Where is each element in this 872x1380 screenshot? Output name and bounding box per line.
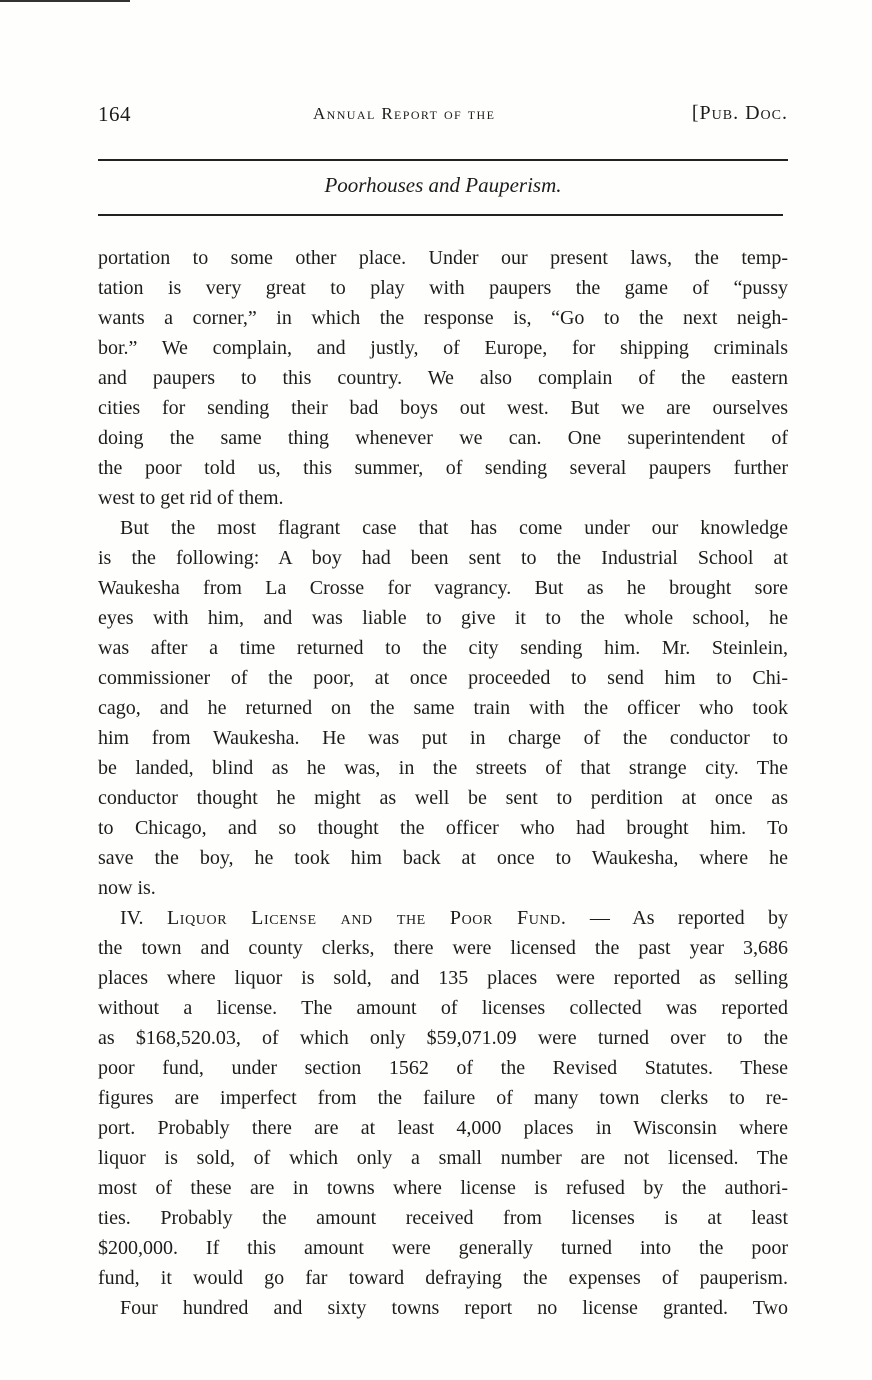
text-line: without a license. The amount of licenses collected was reported [98, 997, 788, 1019]
text-line: most of these are in towns where license is refused by the authori- [98, 1177, 788, 1199]
body-text [98, 243, 788, 1323]
text-line: cities for sending their bad boys out west. But we are ourselves [98, 397, 788, 419]
text-line: $200,000. If this amount were generally turned into the poor [98, 1237, 788, 1259]
text-fragment: — As reported by [589, 907, 788, 929]
paragraph [98, 903, 788, 1293]
scan-edge-line [0, 0, 130, 2]
text-line: figures are imperfect from the failure of many town clerks to re- [98, 1087, 788, 1109]
text-line: and paupers to this country. We also complain of the eastern [98, 367, 788, 389]
text-line: portation to some other place. Under our present laws, the temp- [98, 247, 788, 269]
text-line: now is. [98, 877, 156, 899]
paragraph [98, 513, 788, 903]
section-title: Poorhouses and Pauperism. [324, 173, 562, 197]
text-line: west to get rid of them. [98, 487, 284, 509]
text-line: port. Probably there are at least 4,000 places in Wisconsin where [98, 1117, 788, 1139]
header-rule-bottom [98, 214, 783, 216]
text-line: poor fund, under section 1562 of the Revised Statutes. These [98, 1057, 788, 1079]
text-line: Four hundred and sixty towns report no license granted. Two [120, 1297, 788, 1319]
text-line: as $168,520.03, of which only $59,071.09 were turned over to the [98, 1027, 788, 1049]
text-line: to Chicago, and so thought the officer who had brought him. To [98, 817, 788, 839]
text-line: tation is very great to play with paupers the game of “pussy [98, 277, 788, 299]
running-head-doc: [Pub. Doc. [691, 102, 788, 124]
text-line: the poor told us, this summer, of sending several paupers further [98, 457, 788, 479]
section-heading: Liquor License and the Poor Fund. [166, 907, 567, 929]
text-line: the town and county clerks, there were licensed the past year 3,686 [98, 937, 788, 959]
section-heading-line [98, 903, 788, 933]
text-line: places where liquor is sold, and 135 places were reported as selling [98, 967, 788, 989]
text-line: Waukesha from La Crosse for vagrancy. But as he brought sore [98, 577, 788, 599]
page-number: 164 [98, 102, 131, 126]
text-line: is the following: A boy had been sent to the Industrial School at [98, 547, 788, 569]
text-line: doing the same thing whenever we can. One superintendent of [98, 427, 788, 449]
text-line: liquor is sold, of which only a small number are not licensed. The [98, 1147, 788, 1169]
running-head-title: Annual Report of the [313, 104, 496, 123]
text-line: ties. Probably the amount received from licenses is at least [98, 1207, 788, 1229]
text-line: eyes with him, and was liable to give it to the whole school, he [98, 607, 788, 629]
running-head [98, 102, 788, 132]
text-line: conductor thought he might as well be sent to perdition at once as [98, 787, 788, 809]
text-line: save the boy, he took him back at once to Waukesha, where he [98, 847, 788, 869]
paragraph [98, 243, 788, 513]
text-line: commissioner of the poor, at once proceeded to send him to Chi- [98, 667, 788, 689]
text-line: But the most flagrant case that has come under our knowledge [120, 517, 788, 539]
text-line: was after a time returned to the city sending him. Mr. Steinlein, [98, 637, 788, 659]
text-line: him from Waukesha. He was put in charge of the conductor to [98, 727, 788, 749]
text-line: cago, and he returned on the same train with the officer who took [98, 697, 788, 719]
paragraph [98, 1293, 788, 1323]
text-line: fund, it would go far toward defraying the expenses of pauperism. [98, 1267, 788, 1289]
text-line: bor.” We complain, and justly, of Europe, for shipping criminals [98, 337, 788, 359]
text-line: be landed, blind as he was, in the streets of that strange city. The [98, 757, 788, 779]
text-line: wants a corner,” in which the response is, “Go to the next neigh- [98, 307, 788, 329]
section-number: IV. [120, 907, 144, 929]
header-rule-top [98, 159, 788, 161]
